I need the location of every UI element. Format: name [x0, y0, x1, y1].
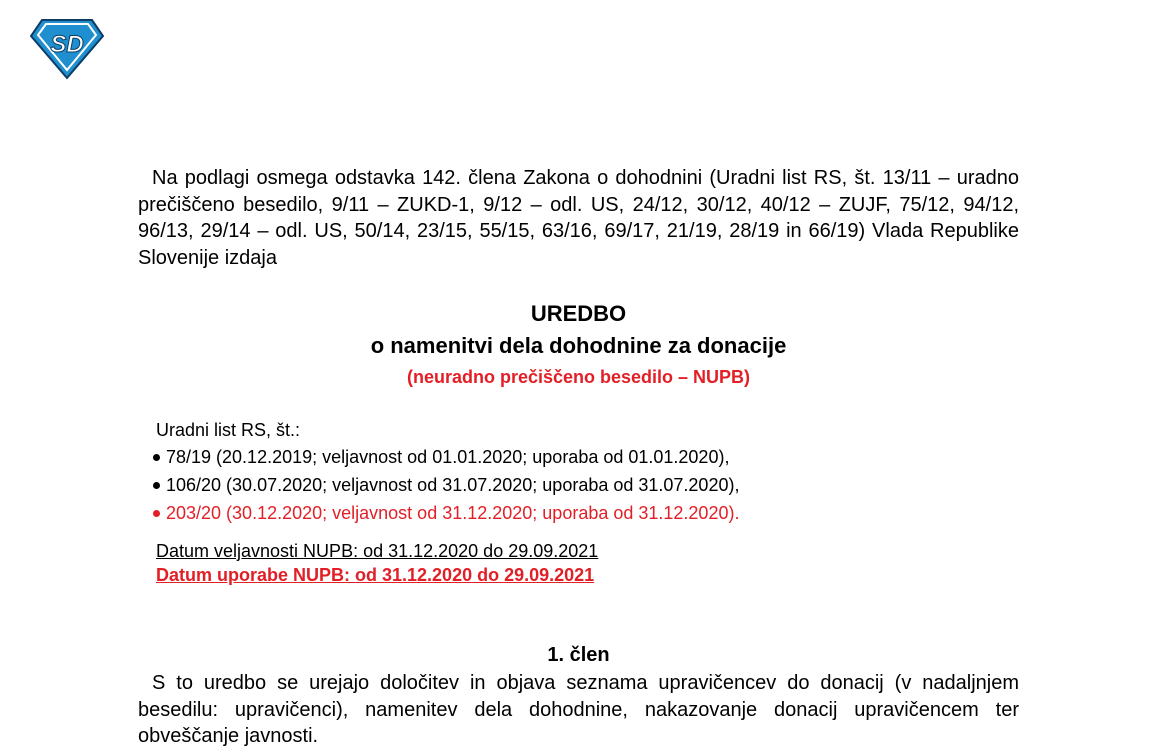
bullet-icon [153, 454, 160, 461]
article-text: S to uredbo se urejajo določitev in objava seznama upravičencev do donacij (v nadaljnjem besedilu: upravičenci), namenitev dela dohodnine, nakazovanje donacij upravičencem ter obveščanje javnosti. [138, 672, 1019, 747]
gazette-item-text: 106/20 (30.07.2020; veljavnost od 31.07.2020; uporaba od 31.07.2020), [166, 475, 740, 495]
gazette-item [152, 471, 739, 499]
gazette-label: Uradni list RS, št.: [156, 420, 301, 440]
logo-letters: SD [50, 31, 84, 58]
gazette-item [152, 499, 739, 527]
gazette-item-text: 203/20 (30.12.2020; veljavnost od 31.12.2020; uporaba od 31.12.2020). [166, 503, 740, 523]
article-title: 1. člen [547, 644, 610, 666]
application-date: Datum uporabe NUPB: od 31.12.2020 do 29.09.2021 [156, 565, 595, 585]
validity-date: Datum veljavnosti NUPB: od 31.12.2020 do 29.09.2021 [156, 541, 599, 561]
gazette-item-text: 78/19 (20.12.2019; veljavnost od 01.01.2020; uporaba od 01.01.2020), [166, 447, 730, 467]
sd-diamond-logo-icon [30, 18, 104, 80]
bullet-icon [153, 510, 160, 517]
document-title: UREDBO [530, 301, 627, 326]
gazette-item [152, 443, 739, 471]
preamble-paragraph: Na podlagi osmega odstavka 142. člena Zakona o dohodnini (Uradni list RS, št. 13/11 – uradno prečiščeno besedilo, 9/11 – ZUKD-1, 9/12 – odl. US, 24/12, 30/12, 40/12 – ZUJF, 75/12, 94/12, 96/13, 29/14 – odl. US, 50/14, 23/15, 55/15, 63/16, 69/17, 21/19, 28/19 in 66/19) Vlada Republike Slovenije izdaja [138, 167, 1019, 269]
bullet-icon [153, 482, 160, 489]
gazette-list [152, 443, 739, 527]
nupb-note: (neuradno prečiščeno besedilo – NUPB) [406, 367, 751, 387]
document-subtitle: o namenitvi dela dohodnine za donacije [370, 333, 787, 358]
